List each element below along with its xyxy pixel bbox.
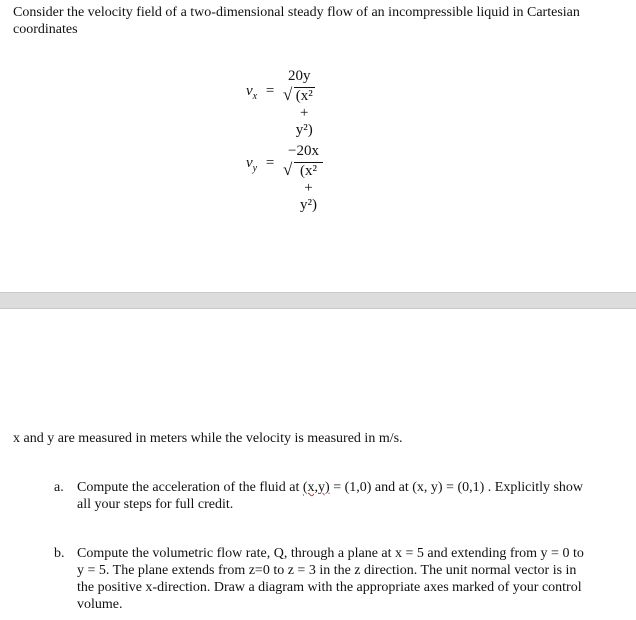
intro-paragraph: Consider the velocity field of a two-dimensional steady flow of an incompressible liquid in Cartesian coordinates (13, 5, 580, 37)
eq-vy-var: v (246, 155, 253, 171)
question-b (54, 545, 594, 613)
question-a-marker: a. (54, 480, 64, 495)
eq-vx-numerator: 20y (288, 68, 311, 84)
question-b-text: Compute the volumetric flow rate, Q, through a plane at x = 5 and extending from y = 0 to y = 5. The plane extends from z=0 to z = 3 in the z direction. The unit normal vector is in the positive x-direction. Draw a diagram with the appropriate axes marked of your control volume. (77, 546, 584, 612)
eq-vx-sqrt: √ (x² + y²) (283, 85, 313, 138)
eq-vx-denominator: (x² + y²) (295, 88, 313, 138)
question-a-text-before: Compute the acceleration of the fluid at (77, 480, 303, 495)
eq-vy-sqrt: √ (x² + y²) (284, 162, 323, 214)
eq-vy-numerator: −20x (288, 143, 319, 159)
eq-vx-sub: x (252, 91, 258, 102)
question-b-marker: b. (54, 546, 65, 561)
eq-vy-sub: y (252, 163, 258, 174)
eq-vx-var: v (246, 83, 253, 99)
question-a-point-label: (x,y) (302, 480, 330, 495)
units-paragraph: x and y are measured in meters while the velocity is measured in m/s. (13, 431, 403, 446)
eq-vy-denominator: (x² + y²) (294, 162, 323, 214)
question-a-text-after: = (1,0) and at (x, y) = (0,1) . Explicitly show all your steps for full credit. (77, 480, 584, 512)
question-a (54, 479, 594, 513)
page-separator (0, 292, 636, 309)
